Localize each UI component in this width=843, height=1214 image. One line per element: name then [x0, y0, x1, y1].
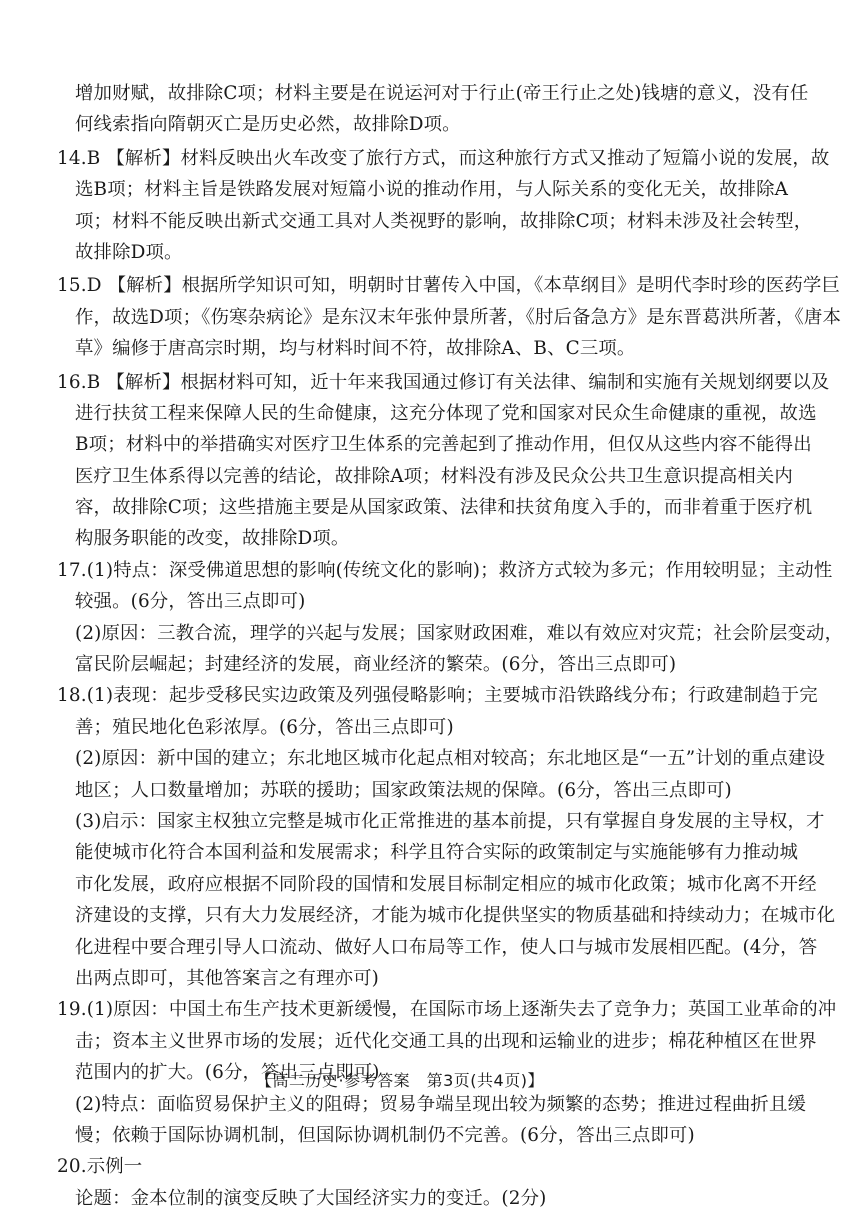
answer-18-line-2: 善；殖民地化色彩浓厚。(6分，答出三点即可): [75, 716, 454, 738]
answer-20-heading: 20.示例一: [57, 1156, 143, 1178]
footer-label: 【高二历史·参考答案 第3页(共4页)】: [256, 1071, 544, 1090]
answer-18-line-3: (2)原因：新中国的建立；东北地区城市化起点相对较高；东北地区是“一五”计划的重点建设: [75, 748, 826, 770]
answer-16-line-3: B项；材料中的举措确实对医疗卫生体系的完善起到了推动作用，但仅从这些内容不能得出: [75, 434, 812, 456]
answer-17-line-3: (2)原因：三教合流，理学的兴起与发展；国家财政困难，难以有效应对灾荒；社会阶层变动，: [75, 622, 843, 644]
answer-17-line-1: 17.(1)特点：深受佛道思想的影响(传统文化的影响)；救济方式较为多元；作用较明显；主动性: [57, 559, 833, 581]
answer-18-line-5: (3)启示：国家主权独立完整是城市化正常推进的基本前提，只有掌握自身发展的主导权，才: [75, 810, 825, 832]
answer-17-line-4: 富民阶层崛起；封建经济的发展，商业经济的繁荣。(6分，答出三点即可): [75, 654, 677, 676]
answer-14-line-1: 14.B 【解析】材料反映出火车改变了旅行方式，而这种旅行方式又推动了短篇小说的发展，故: [57, 147, 830, 169]
answer-18-line-4: 地区；人口数量增加；苏联的援助；国家政策法规的保障。(6分，答出三点即可): [75, 779, 732, 801]
answer-key-body: [57, 78, 843, 1214]
answer-17-line-2: 较强。(6分，答出三点即可): [75, 591, 306, 613]
answer-15-line-1: 15.D 【解析】根据所学知识可知，明朝时甘薯传入中国，《本草纲目》是明代李时珍的医药学巨: [57, 275, 841, 297]
answer-19-line-4: (2)特点：面临贸易保护主义的阻碍；贸易争端呈现出较为频繁的态势；推进过程曲折且缓: [75, 1093, 807, 1115]
answer-19-line-3: 范围内的扩大。(6分，答出三点即可): [75, 1062, 380, 1084]
answer-20-thesis: 论题：金本位制的演变反映了大国经济实力的变迁。(2分): [75, 1187, 547, 1209]
answer-15-line-2: 作，故选D项；《伤寒杂病论》是东汉末年张仲景所著，《肘后备急方》是东晋葛洪所著，《唐本: [75, 306, 842, 328]
answer-14-line-4: 故排除D项。: [75, 241, 183, 263]
answer-16-line-1: 16.B 【解析】根据材料可知，近十年来我国通过修订有关法律、编制和实施有关规划纲要以及: [57, 371, 830, 393]
answer-19-line-2: 击；资本主义世界市场的发展；近代化交通工具的出现和运输业的进步；棉花种植区在世界: [75, 1030, 817, 1052]
answer-15-line-3: 草》编修于唐高宗时期，均与材料时间不符，故排除A、B、C三项。: [75, 338, 636, 360]
answer-18-line-8: 济建设的支撑，只有大力发展经济，才能为城市化提供坚实的物质基础和持续动力；在城市化: [75, 905, 836, 927]
page-footer: [0, 1068, 800, 1091]
answer-16-line-2: 进行扶贫工程来保障人民的生命健康，这充分体现了党和国家对民众生命健康的重视，故选: [75, 402, 817, 424]
answer-14-line-2: 选B项；材料主旨是铁路发展对短篇小说的推动作用，与人际关系的变化无关，故排除A: [75, 179, 789, 201]
answer-18-line-10: 出两点即可，其他答案言之有理亦可): [75, 967, 379, 989]
answer-14-line-3: 项；材料不能反映出新式交通工具对人类视野的影响，故排除C项；材料未涉及社会转型，: [75, 210, 813, 232]
answer-16-line-5: 容，故排除C项；这些措施主要是从国家政策、法律和扶贫角度入手的，而非着重于医疗机: [75, 497, 813, 519]
answer-19-line-5: 慢；依赖于国际协调机制，但国际协调机制仍不完善。(6分，答出三点即可): [75, 1124, 695, 1146]
answer-16-line-6: 构服务职能的改变，故排除D项。: [75, 528, 350, 550]
answer-18-line-9: 化进程中要合理引导人口流动、做好人口布局等工作，使人口与城市发展相匹配。(4分，答: [75, 936, 818, 958]
answer-18-line-7: 市化发展，政府应根据不同阶段的国情和发展目标制定相应的城市化政策；城市化离不开经: [75, 873, 817, 895]
answer-19-line-1: 19.(1)原因：中国土布生产技术更新缓慢，在国际市场上逐渐失去了竞争力；英国工业革命的冲: [57, 999, 837, 1021]
text-line-2: 何线索指向隋朝灭亡是历史必然，故排除D项。: [75, 114, 461, 136]
answer-16-line-4: 医疗卫生体系得以完善的结论，故排除A项；材料没有涉及民众公共卫生意识提高相关内: [75, 465, 793, 487]
answer-18-line-1: 18.(1)表现：起步受移民实边政策及列强侵略影响；主要城市沿铁路线分布；行政建制趋于完: [57, 685, 818, 707]
answer-18-line-6: 能使城市化符合本国利益和发展需求；科学且符合实际的政策制定与实施能够有力推动城: [75, 842, 799, 864]
text-line-1: 增加财赋，故排除C项；材料主要是在说运河对于行止(帝王行止之处)钱塘的意义，没有任: [75, 83, 809, 104]
